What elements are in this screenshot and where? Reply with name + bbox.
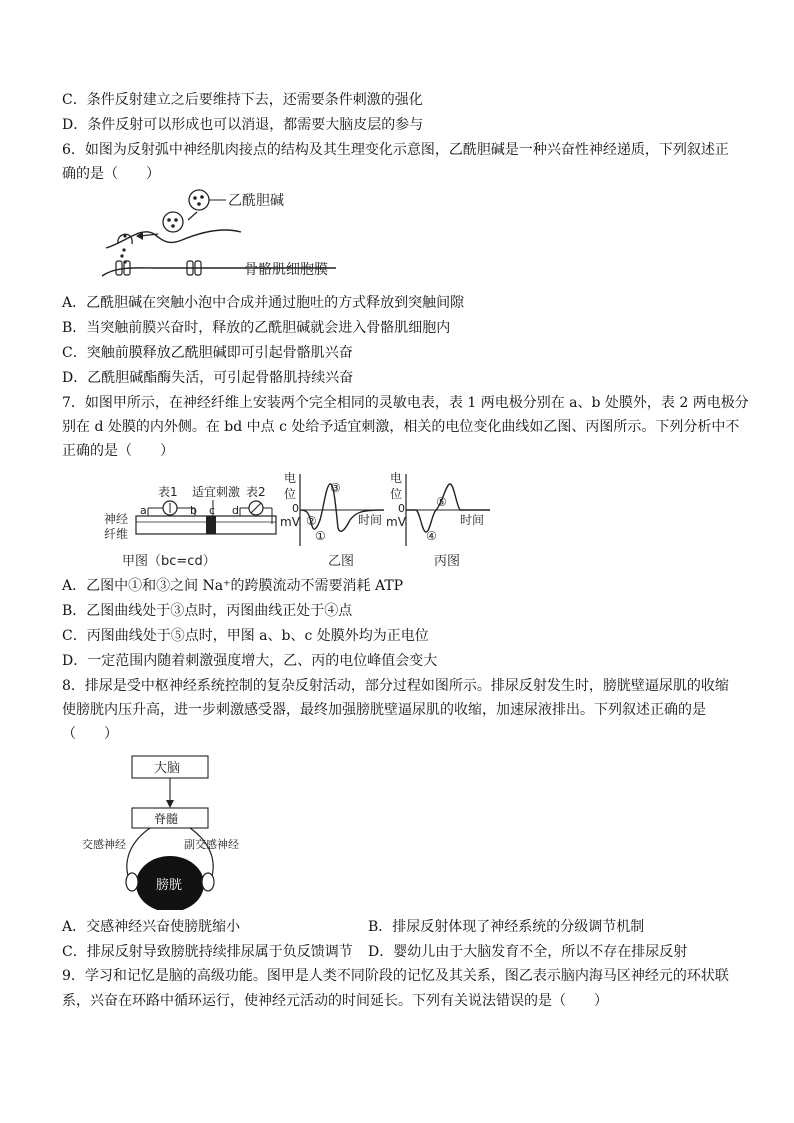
brain-box: 大脑: [154, 761, 181, 776]
svg-text:纤维: 纤维: [104, 527, 129, 541]
stimulus-label: 适宜刺激: [192, 485, 241, 499]
caption-jia: 甲图（bc=cd）: [122, 554, 216, 569]
spine-box: 脊髓: [154, 812, 179, 826]
ach-label: 乙酰胆碱: [228, 193, 284, 209]
option-a-q6: A．乙酰胆碱在突触小泡中合成并通过胞吐的方式释放到突触间隙: [62, 295, 465, 311]
option-c-q5: C．条件反射建立之后要维持下去，还需要条件刺激的强化: [62, 92, 423, 108]
meter-1-label: 表1: [158, 485, 178, 499]
question-6-stem-cont: 确的是（ ）: [62, 166, 160, 182]
option-d-q7: D．一定范围内随着刺激强度增大，乙、丙的电位峰值会变大: [62, 653, 438, 669]
svg-text:位: 位: [284, 487, 297, 501]
option-b-q6: B．当突触前膜兴奋时，释放的乙酰胆碱就会进入骨骼肌细胞内: [62, 320, 451, 336]
svg-text:时间: 时间: [358, 513, 383, 527]
caption-bing: 丙图: [434, 554, 461, 569]
option-c-q6: C．突触前膜释放乙酰胆碱即可引起骨骼肌兴奋: [62, 345, 353, 361]
question-7-stem-end: 正确的是（ ）: [62, 443, 174, 459]
question-8-stem-cont: 使膀胱内压升高，进一步刺激感受器，最终加强膀胱壁逼尿肌的收缩，加速尿液排出。下列叙述正确的是: [62, 702, 706, 718]
svg-text:神经: 神经: [104, 512, 129, 526]
svg-text:b: b: [190, 504, 197, 517]
parasympathetic-label: 副交感神经: [184, 838, 239, 851]
option-d-q6: D．乙酰胆碱酯酶失活，可引起骨骼肌持续兴奋: [62, 370, 354, 386]
option-c-q7: C．丙图曲线处于⑤点时，甲图 a、b、c 处膜外均为正电位: [62, 628, 429, 644]
figure-6-synapse: [96, 184, 356, 284]
svg-text:位: 位: [390, 487, 403, 501]
svg-text:0: 0: [398, 502, 405, 515]
question-7-stem-cont: 别在 d 处膜的内外侧。在 bd 中点 c 处给予适宜刺激，相关的电位变化曲线如乙图、丙图所示。下列分析中不: [62, 419, 740, 435]
svg-text:mV: mV: [280, 515, 300, 529]
question-7-stem: 7．如图甲所示，在神经纤维上安装两个完全相同的灵敏电表，表 1 两电极分别在 a、b 处膜外，表 2 两电极分: [62, 395, 749, 411]
svg-text:d: d: [232, 504, 239, 517]
option-d-q8: D．婴幼儿由于大脑发育不全，所以不存在排尿反射: [368, 944, 688, 960]
svg-text:mV: mV: [386, 515, 406, 529]
svg-text:①: ①: [315, 529, 326, 543]
svg-text:a: a: [140, 504, 147, 517]
figure-8-micturition: [80, 750, 270, 910]
option-a-q7: A．乙图中①和③之间 Na⁺的跨膜流动不需要消耗 ATP: [62, 578, 404, 594]
svg-text:③: ③: [330, 481, 341, 495]
svg-text:电: 电: [284, 471, 297, 485]
option-a-q8: A．交感神经兴奋使膀胱缩小: [62, 919, 241, 935]
sympathetic-label: 交感神经: [82, 838, 126, 851]
question-6-stem: 6．如图为反射弧中神经肌肉接点的结构及其生理变化示意图，乙酰胆碱是一种兴奋性神经递质，下列叙述正: [62, 142, 729, 158]
meter-2-label: 表2: [246, 485, 266, 499]
svg-text:电: 电: [390, 471, 403, 485]
question-9-stem: 9．学习和记忆是脑的高级功能。图甲是人类不同阶段的记忆及其关系，图乙表示脑内海马区神经元的环状联: [62, 968, 729, 984]
svg-text:0: 0: [292, 502, 299, 515]
muscle-membrane-label: 骨骼肌细胞膜: [244, 262, 328, 278]
svg-text:⑤: ⑤: [436, 495, 447, 509]
option-c-q8: C．排尿反射导致膀胱持续排尿属于负反馈调节: [62, 944, 353, 960]
question-9-stem-cont: 系，兴奋在环路中循环运行，使神经元活动的时间延长。下列有关说法错误的是（ ）: [62, 993, 608, 1009]
figure-7-electrodes: [100, 470, 520, 572]
option-b-q7: B．乙图曲线处于③点时，丙图曲线正处于④点: [62, 603, 353, 619]
svg-text:时间: 时间: [460, 513, 485, 527]
option-d-q5: D．条件反射可以形成也可以消退，都需要大脑皮层的参与: [62, 117, 424, 133]
svg-text:④: ④: [426, 529, 437, 543]
svg-text:c: c: [209, 504, 216, 517]
question-8-stem-end: （ ）: [62, 726, 118, 742]
option-b-q8: B．排尿反射体现了神经系统的分级调节机制: [368, 919, 645, 935]
svg-text:②: ②: [306, 514, 317, 528]
caption-yi: 乙图: [328, 554, 355, 569]
bladder-label: 膀胱: [156, 878, 183, 893]
question-8-stem: 8．排尿是受中枢神经系统控制的复杂反射活动，部分过程如图所示。排尿反射发生时，膀胱壁逼尿肌的收缩: [62, 678, 729, 694]
